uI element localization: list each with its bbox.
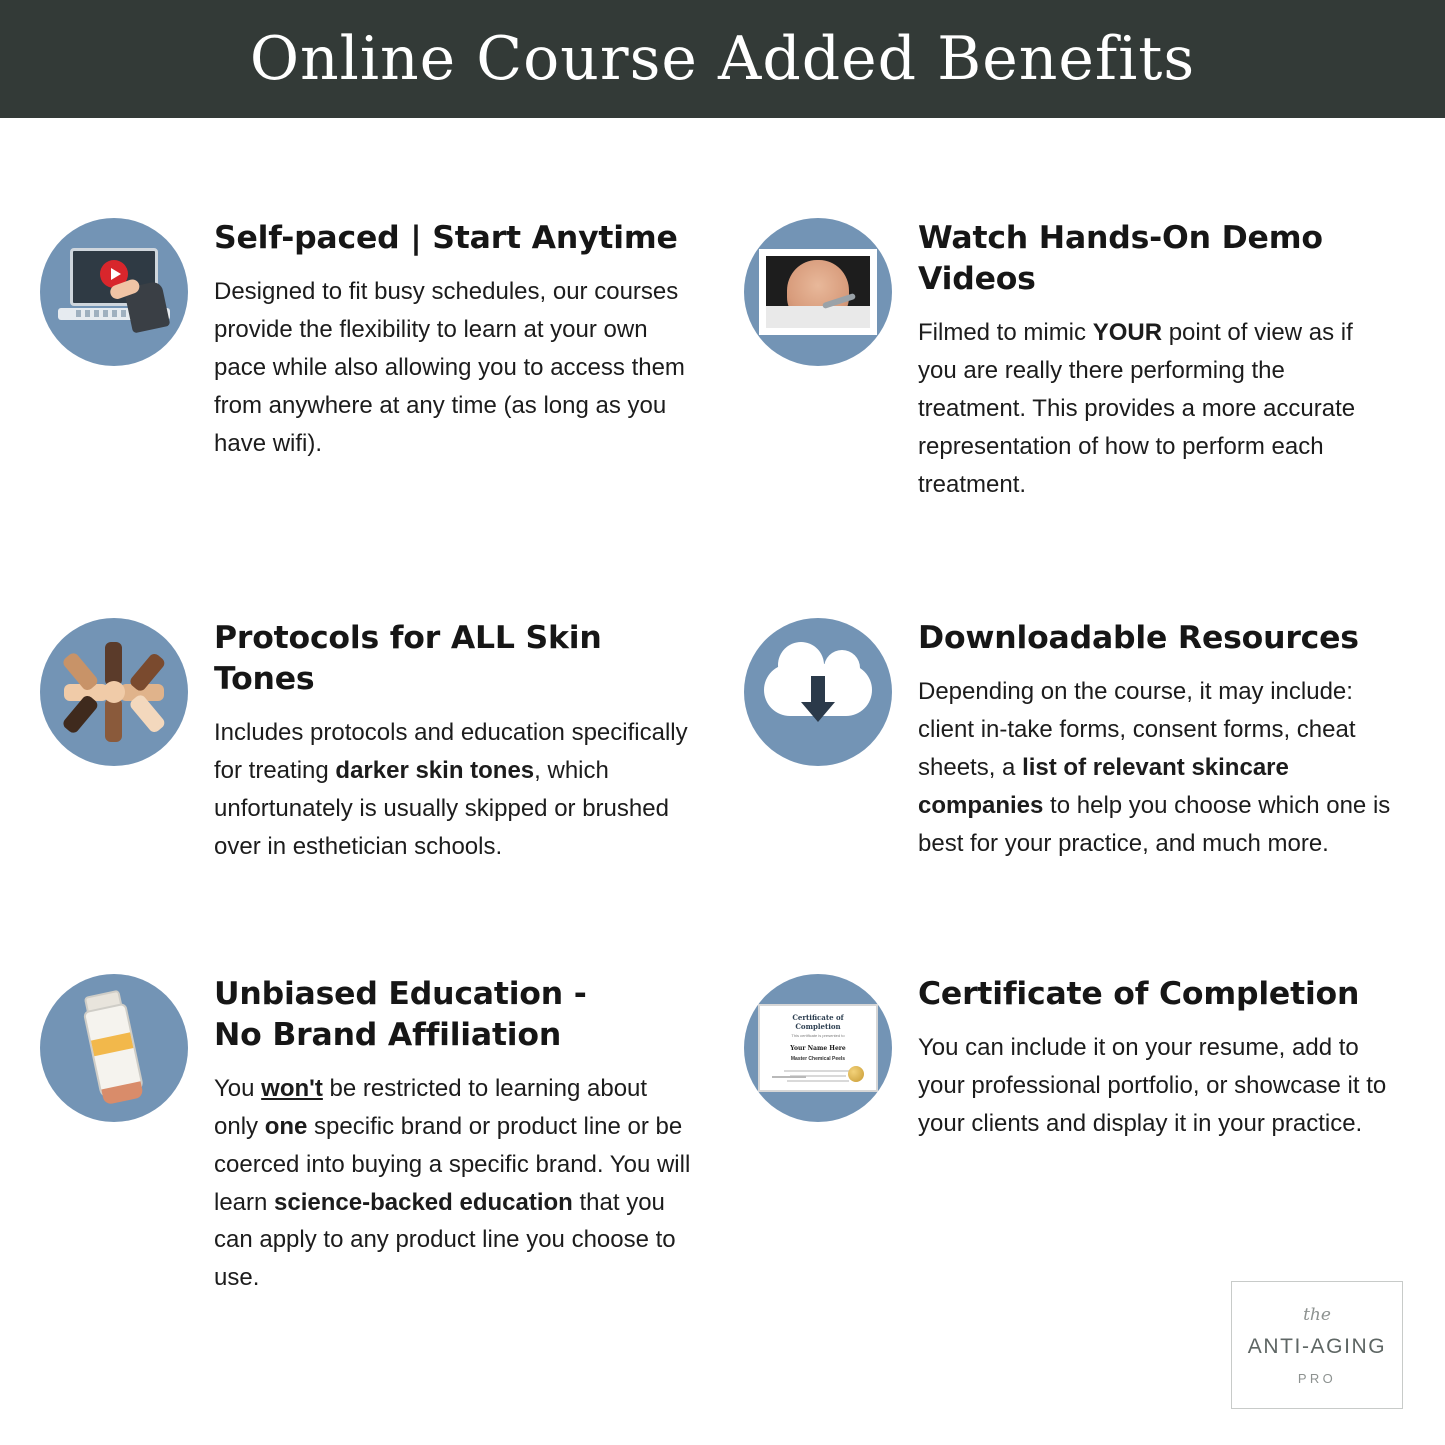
page-header [0,0,1445,118]
benefit-title [214,974,702,1056]
benefit-title: Watch Hands-On Demo Videos [918,220,1323,297]
certificate-art-name: Your Name Here [790,1044,846,1052]
benefit-body: Filmed to mimic YOUR point of view as if you are really there performing the treatment. This provides a more accurate representation of how to perform each treatment. [918,318,1356,498]
benefit-card-downloadables [722,618,1444,866]
logo-the-text: the [1303,1304,1331,1325]
laptop-video-icon [40,218,188,366]
benefit-body: You can include it on your resume, add to your professional portfolio, or showcase it to your clients and display it in your practice. [918,1033,1387,1137]
certificate-icon [744,974,892,1122]
benefit-title-line-1: Unbiased Education - [214,975,587,1012]
benefits-row [0,974,1445,1297]
benefits-row [0,218,1445,503]
benefit-card-skin-tones [0,618,722,866]
certificate-art-title: Certificate of Completion [792,1012,844,1031]
brand-logo [1231,1281,1403,1409]
logo-main-text: ANTI-AGING [1247,1334,1387,1358]
benefit-card-self-paced [0,218,722,503]
benefit-title: Downloadable Resources [918,620,1359,657]
demo-video-thumbnail-icon [744,218,892,366]
benefits-grid [0,218,1445,1297]
certificate-art-course: Master Chemical Peels [790,1055,846,1062]
benefit-body: Depending on the course, it may include: client in-take forms, consent forms, cheat sheets, a list of relevant skincare companies to help you choose which one is best for your practice, and much more. [918,678,1391,857]
benefit-card-certificate [722,974,1444,1297]
logo-pro-text: PRO [1297,1370,1337,1386]
benefit-title: Self-paced | Start Anytime [214,220,678,256]
benefits-row [0,618,1445,866]
benefit-title: Certificate of Completion [918,975,1360,1012]
certificate-seal-icon [848,1066,864,1082]
diverse-hands-icon [40,618,188,766]
benefit-body: You won't be restricted to learning about only one specific brand or product line or be coerced into buying a specific brand. You will learn science-backed education that you can apply to any product line you choose to use. [214,1074,691,1292]
benefit-body: Designed to fit busy schedules, our courses provide the flexibility to learn at your own pace while also allowing you to access them from anywhere at any time (as long as you have wifi). [214,277,685,457]
benefit-card-demo-videos [722,218,1444,503]
benefit-body: Includes protocols and education specifically for treating darker skin tones, which unfortunately is usually skipped or brushed over in esthetician schools. [214,719,688,860]
certificate-art-subtitle: This certificate is presented to [791,1032,845,1038]
benefit-title-line-2: No Brand Affiliation [214,1016,562,1053]
benefit-title: Protocols for ALL Skin Tones [214,620,602,698]
page-title: Online Course Added Benefits [249,24,1196,94]
benefit-card-unbiased [0,974,722,1297]
skincare-tube-icon [40,974,188,1122]
cloud-download-icon [744,618,892,766]
